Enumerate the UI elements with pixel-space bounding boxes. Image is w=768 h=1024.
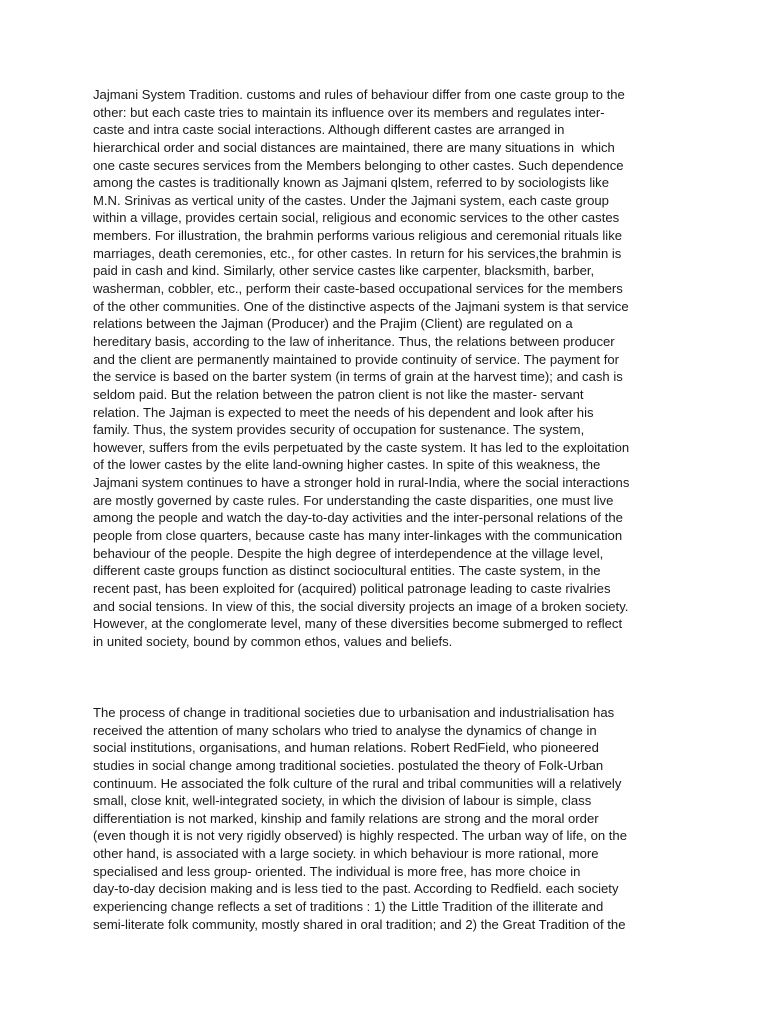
text-line: family. Thus, the system provides security of occupation for sustenance. The system, bbox=[93, 422, 585, 438]
text-line: seldom paid. But the relation between the patron client is not like the master- servant bbox=[93, 386, 584, 402]
text-line: and the client are permanently maintained to provide continuity of service. The payment for bbox=[93, 351, 619, 367]
text-line: behaviour of the people. Despite the high degree of interdependence at the village level, bbox=[93, 545, 604, 561]
text-line: caste and intra caste social interactions. Although different castes are arranged in bbox=[93, 122, 565, 138]
text-line: hierarchical order and social distances are maintained, there are many situations in which bbox=[93, 139, 615, 155]
text-line: small, close knit, well-integrated society, in which the division of labour is simple, class bbox=[93, 793, 592, 809]
text-line: and social tensions. In view of this, the social diversity projects an image of a broken society. bbox=[93, 598, 629, 614]
text-line: specialised and less group- oriented. The individual is more free, has more choice in bbox=[93, 863, 581, 879]
text-line: washerman, cobbler, etc., perform their caste-based occupational services for the members bbox=[93, 281, 623, 297]
text-line: social institutions, organisations, and human relations. Robert RedField, who pioneered bbox=[93, 740, 599, 756]
text-line: people from close quarters, because caste has many inter-linkages with the communication bbox=[93, 528, 623, 544]
text-line: The process of change in traditional societies due to urbanisation and industrialisation has bbox=[93, 705, 615, 720]
text-line: relation. The Jajman is expected to meet the needs of his dependent and look after his bbox=[93, 404, 594, 420]
text-line: Jajmani system continues to have a stronger hold in rural-India, where the social interactions bbox=[93, 475, 630, 491]
text-line: continuum. He associated the folk culture of the rural and tribal communities will a relatively bbox=[93, 775, 622, 791]
text-line: of the lower castes by the elite land-owning higher castes. In spite of this weakness, the bbox=[93, 457, 601, 473]
text-line: are mostly governed by caste rules. For understanding the caste disparities, one must live bbox=[93, 492, 614, 508]
text-line: among the castes is traditionally known as Jajmani qlstem, referred to by sociologists like bbox=[93, 175, 609, 191]
text-line: hereditary basis, according to the law of inheritance. Thus, the relations between producer bbox=[93, 333, 615, 349]
text-line: recent past, has been exploited for (acquired) political patronage leading to caste rivalries bbox=[93, 580, 611, 596]
paragraph-jajmani-system bbox=[93, 86, 683, 651]
text-line: of the other communities. One of the distinctive aspects of the Jajmani system is that service bbox=[93, 298, 629, 314]
text-line: differentiation is not marked, kinship and family relations are strong and the moral order bbox=[93, 810, 599, 826]
text-line: other: but each caste tries to maintain its influence over its members and regulates inter- bbox=[93, 104, 605, 120]
text-line: however, suffers from the evils perpetuated by the caste system. It has led to the exploitation bbox=[93, 439, 630, 455]
text-line: one caste secures services from the Members belonging to other castes. Such dependence bbox=[93, 157, 624, 173]
text-line: the service is based on the barter system (in terms of grain at the harvest time); and cash is bbox=[93, 369, 623, 385]
text-line: day-to-day decision making and is less tied to the past. According to Redfield. each society bbox=[93, 881, 619, 897]
text-line: relations between the Jajman (Producer) and the Prajim (Client) are regulated on a bbox=[93, 316, 573, 332]
text-line: received the attention of many scholars who tried to analyse the dynamics of change in bbox=[93, 722, 597, 738]
text-line: paid in cash and kind. Similarly, other service castes like carpenter, blacksmith, barber, bbox=[93, 263, 595, 279]
text-line: in united society, bound by common ethos, values and beliefs. bbox=[93, 633, 453, 649]
text-line: experiencing change reflects a set of traditions : 1) the Little Tradition of the illiterate and bbox=[93, 899, 604, 915]
text-line: semi-literate folk community, mostly shared in oral tradition; and 2) the Great Tradition of the bbox=[93, 916, 626, 932]
paragraph-process-of-change bbox=[93, 704, 683, 933]
text-line: other hand, is associated with a large society. in which behaviour is more rational, more bbox=[93, 846, 599, 862]
text-line: marriages, death ceremonies, etc., for other castes. In return for his services,the brahmin is bbox=[93, 245, 622, 261]
text-line: (even though it is not very rigidly observed) is highly respected. The urban way of life, on the bbox=[93, 828, 627, 844]
text-line: among the people and watch the day-to-day activities and the inter-personal relations of the bbox=[93, 510, 623, 526]
text-line: M.N. Srinivas as vertical unity of the castes. Under the Jajmani system, each caste group bbox=[93, 192, 609, 208]
text-line: within a village, provides certain social, religious and economic services to the other castes bbox=[93, 210, 620, 226]
text-line: However, at the conglomerate level, many of these diversities become submerged to reflect bbox=[93, 616, 623, 632]
text-line: Jajmani System Tradition. customs and rules of behaviour differ from one caste group to the bbox=[93, 87, 625, 102]
text-line: different caste groups function as distinct sociocultural entities. The caste system, in the bbox=[93, 563, 601, 579]
text-line: members. For illustration, the brahmin performs various religious and ceremonial rituals like bbox=[93, 228, 623, 244]
text-line: studies in social change among traditional societies. postulated the theory of Folk-Urban bbox=[93, 757, 604, 773]
